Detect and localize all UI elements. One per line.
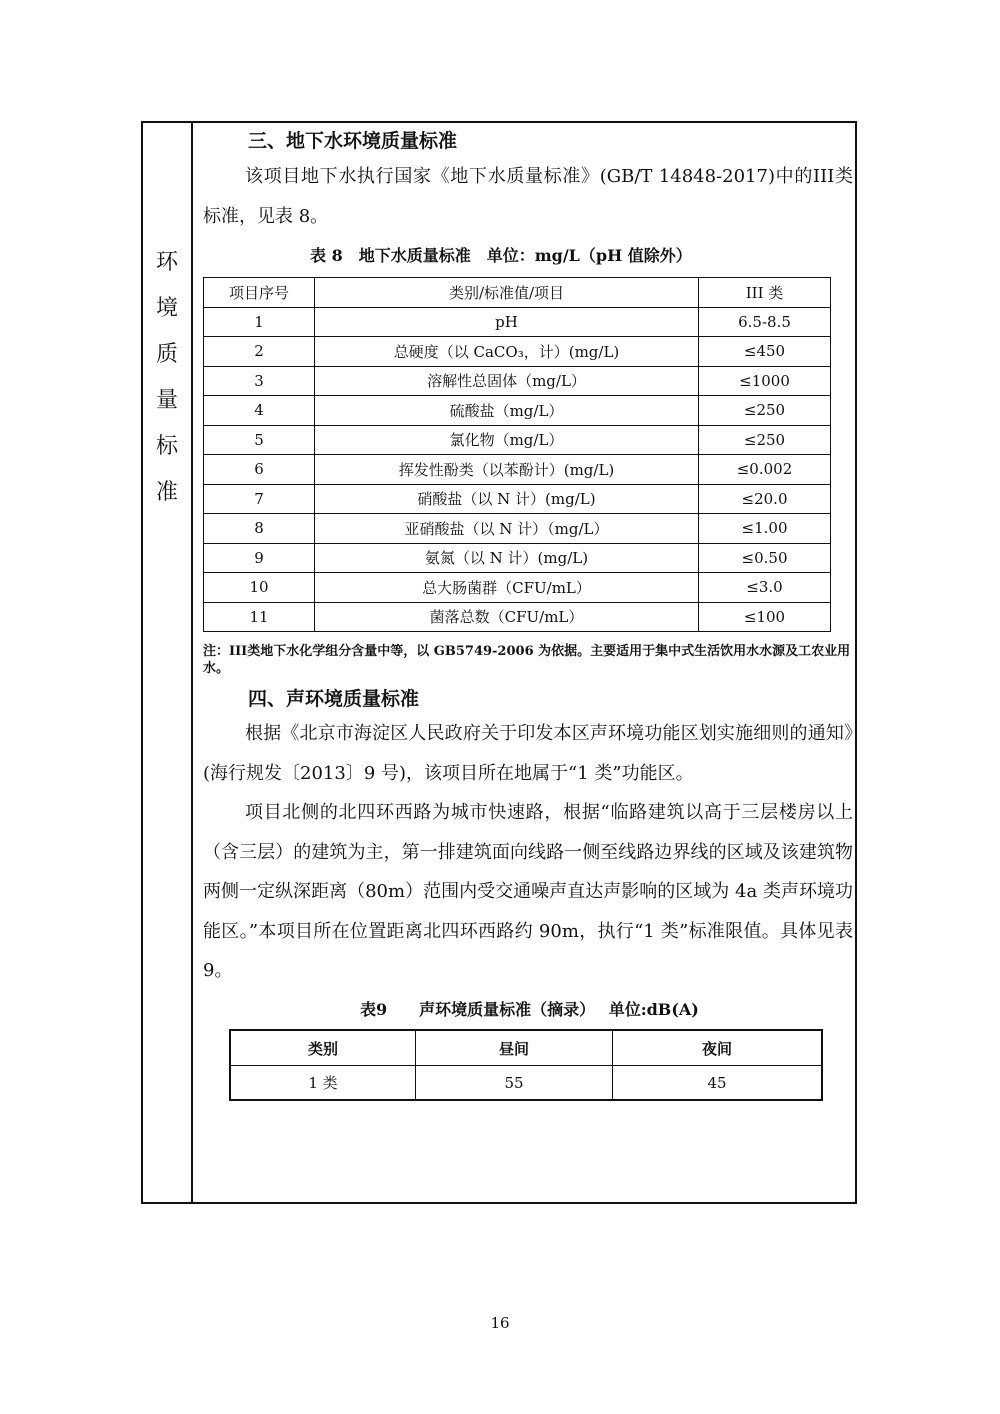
table-cell: 8	[204, 514, 315, 544]
table-row	[204, 543, 831, 573]
table-row	[204, 337, 831, 367]
table-cell: 1 类	[230, 1066, 416, 1101]
column-header: 项目序号	[204, 278, 315, 308]
table-row	[204, 396, 831, 426]
table-row	[204, 602, 831, 632]
table-cell: ≤1.00	[699, 514, 831, 544]
section4-paragraph-1: 根据《北京市海淀区人民政府关于印发本区声环境功能区划实施细则的通知》(海行规发〔2013〕9 号)，该项目所在地属于“1 类”功能区。	[203, 723, 853, 784]
sidebar-char: 准	[155, 480, 178, 505]
table-header-row	[230, 1030, 822, 1066]
table9-caption: 表9 声环境质量标准（摘录） 单位:dB(A)	[360, 1000, 699, 1019]
sidebar-char: 境	[155, 296, 178, 321]
table-cell: 总硬度（以 CaCO₃，计）(mg/L)	[315, 337, 699, 367]
table-row	[204, 514, 831, 544]
sidebar-char: 质	[155, 342, 178, 367]
table-row	[204, 573, 831, 603]
table-cell: 氯化物（mg/L）	[315, 425, 699, 455]
sidebar-char: 环	[155, 250, 178, 275]
table-row	[204, 307, 831, 337]
sidebar-char: 量	[155, 388, 178, 413]
table-cell: ≤250	[699, 425, 831, 455]
sidebar-label	[143, 240, 191, 516]
table-cell: ≤0.50	[699, 543, 831, 573]
table-cell: pH	[315, 307, 699, 337]
table9	[229, 1029, 823, 1101]
table-cell: ≤0.002	[699, 455, 831, 485]
table-cell: 总大肠菌群（CFU/mL）	[315, 573, 699, 603]
table8-caption: 表 8 地下水质量标准 单位：mg/L（pH 值除外）	[310, 246, 692, 265]
table-cell: 2	[204, 337, 315, 367]
table-cell: 3	[204, 366, 315, 396]
table-cell: 45	[613, 1066, 823, 1101]
section4-heading: 四、声环境质量标准	[248, 688, 420, 710]
table-cell: ≤20.0	[699, 484, 831, 514]
column-header: 类别	[230, 1030, 416, 1066]
table-cell: 1	[204, 307, 315, 337]
table-header-row	[204, 278, 831, 308]
table-cell: 硝酸盐（以 N 计）(mg/L)	[315, 484, 699, 514]
table-cell: ≤450	[699, 337, 831, 367]
table-row	[204, 455, 831, 485]
table-cell: 菌落总数（CFU/mL）	[315, 602, 699, 632]
table-row	[204, 425, 831, 455]
table-cell: 7	[204, 484, 315, 514]
section3-heading: 三、地下水环境质量标准	[248, 130, 458, 152]
table8-note: 注：III类地下水化学组分含量中等，以 GB5749-2006 为依据。主要适用于集中式生活饮用水水源及工农业用水。	[203, 644, 851, 676]
column-header: 昼间	[416, 1030, 613, 1066]
table-cell: ≤1000	[699, 366, 831, 396]
table-cell: 4	[204, 396, 315, 426]
table-row	[230, 1066, 822, 1101]
table-cell: 挥发性酚类（以苯酚计）(mg/L)	[315, 455, 699, 485]
table-cell: 9	[204, 543, 315, 573]
table-cell: 55	[416, 1066, 613, 1101]
section4-paragraph-2: 项目北侧的北四环西路为城市快速路，根据“临路建筑以高于三层楼房以上（含三层）的建筑为主，第一排建筑面向线路一侧至线路边界线的区域及该建筑物两侧一定纵深距离（80m）范围内受交通噪声直达声影响的区域为 4a 类声环境功能区。”本项目所在位置距离北四环西路约 90m，执行“1 类”标准限值。具体见表 9。	[203, 802, 853, 981]
table-cell: 6.5-8.5	[699, 307, 831, 337]
table-row	[204, 484, 831, 514]
table-cell: ≤3.0	[699, 573, 831, 603]
table-cell: 11	[204, 602, 315, 632]
table-cell: 5	[204, 425, 315, 455]
table-cell: 氨氮（以 N 计）(mg/L)	[315, 543, 699, 573]
frame-divider	[191, 121, 193, 1204]
table-cell: 6	[204, 455, 315, 485]
table-cell: 硫酸盐（mg/L）	[315, 396, 699, 426]
table-cell: 亚硝酸盐（以 N 计）（mg/L）	[315, 514, 699, 544]
table-row	[204, 366, 831, 396]
table-cell: 10	[204, 573, 315, 603]
table-cell: ≤250	[699, 396, 831, 426]
column-header: 类别/标准值/项目	[315, 278, 699, 308]
table-cell: ≤100	[699, 602, 831, 632]
table8	[203, 277, 831, 632]
section3-paragraph: 该项目地下水执行国家《地下水质量标准》(GB/T 14848-2017)中的III类标准，见表 8。	[203, 166, 853, 227]
column-header: 夜间	[613, 1030, 823, 1066]
column-header: III 类	[699, 278, 831, 308]
page-number: 16	[490, 1314, 510, 1332]
sidebar-char: 标	[155, 434, 178, 459]
table-cell: 溶解性总固体（mg/L）	[315, 366, 699, 396]
